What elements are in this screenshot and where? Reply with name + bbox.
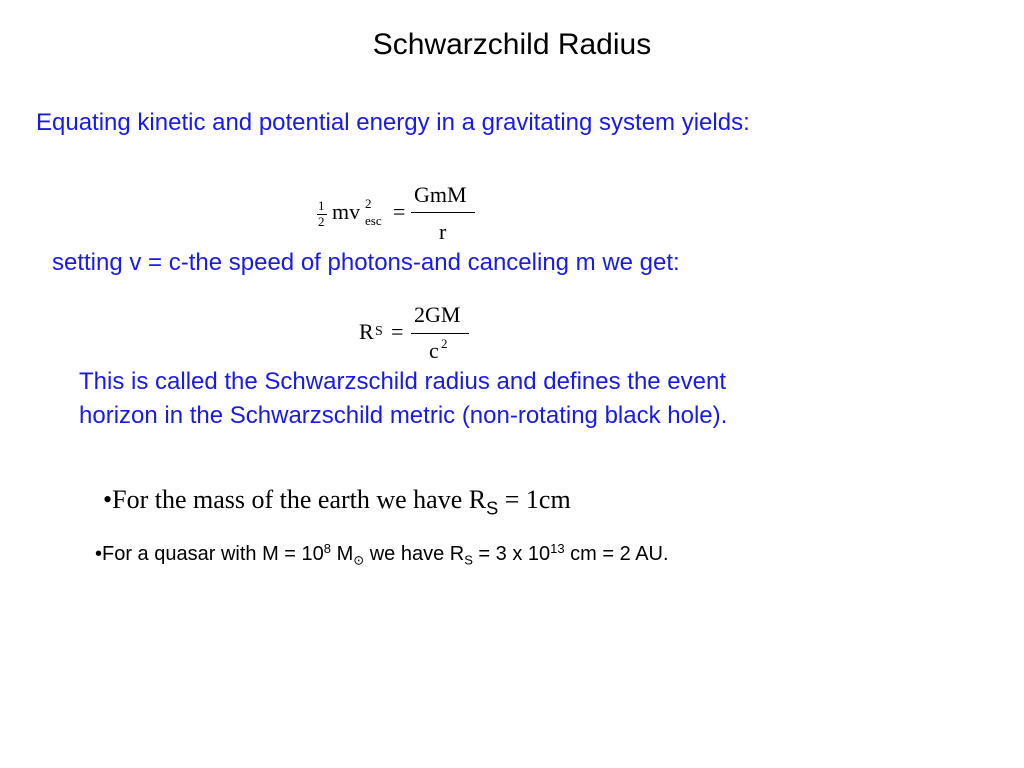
eq1-lhs-sup: 2: [365, 196, 372, 211]
bullet1-suffix: = 1cm: [498, 485, 571, 514]
eq2-den-sup: 2: [441, 336, 448, 351]
bullet2-sub2: S: [464, 552, 473, 568]
eq1-lhs-sub: esc: [365, 213, 382, 228]
eq1-denominator: r: [439, 219, 447, 244]
solar-symbol: ⊙: [353, 552, 365, 568]
bullet-earth-radius: [103, 485, 571, 519]
bullet2-part3: we have R: [364, 543, 465, 565]
definition-line-2: horizon in the Schwarzschild metric (non-rotating black hole).: [79, 402, 728, 429]
eq2-numerator: 2GM: [414, 302, 461, 327]
bullet2-part5: cm = 2 AU.: [564, 543, 669, 565]
setting-text: setting v = c-the speed of photons-and canceling m we get:: [52, 249, 680, 276]
eq2-fraction-rule: [411, 333, 469, 334]
eq1-equals: =: [393, 199, 406, 224]
half-numerator: 1: [318, 198, 325, 213]
intro-text: Equating kinetic and potential energy in a gravitating system yields:: [36, 109, 750, 136]
bullet2-sup1: 8: [323, 540, 332, 556]
bullet-quasar-radius: [95, 540, 669, 568]
eq2-lhs-sub: S: [375, 324, 383, 339]
bullet1-sub: S: [486, 498, 499, 519]
slide-title: Schwarzchild Radius: [372, 28, 652, 61]
definition-line-1: This is called the Schwarzschild radius and defines the event: [79, 368, 727, 395]
eq2-denominator: c: [429, 338, 439, 363]
bullet2-part4: = 3 x 10: [472, 543, 551, 565]
eq1-fraction-rule: [411, 212, 475, 213]
eq2-lhs: R: [359, 319, 374, 344]
bullet2-sup2: 13: [550, 540, 565, 556]
bullet2-part1: •For a quasar with M = 10: [95, 543, 324, 565]
half-denominator: 2: [318, 214, 325, 229]
eq2-equals: =: [391, 319, 404, 344]
bullet1-prefix: •For the mass of the earth we have R: [103, 485, 487, 514]
eq1-lhs: mv: [332, 199, 361, 224]
bullet2-part2: M: [331, 543, 354, 565]
eq1-numerator: GmM: [414, 182, 467, 207]
